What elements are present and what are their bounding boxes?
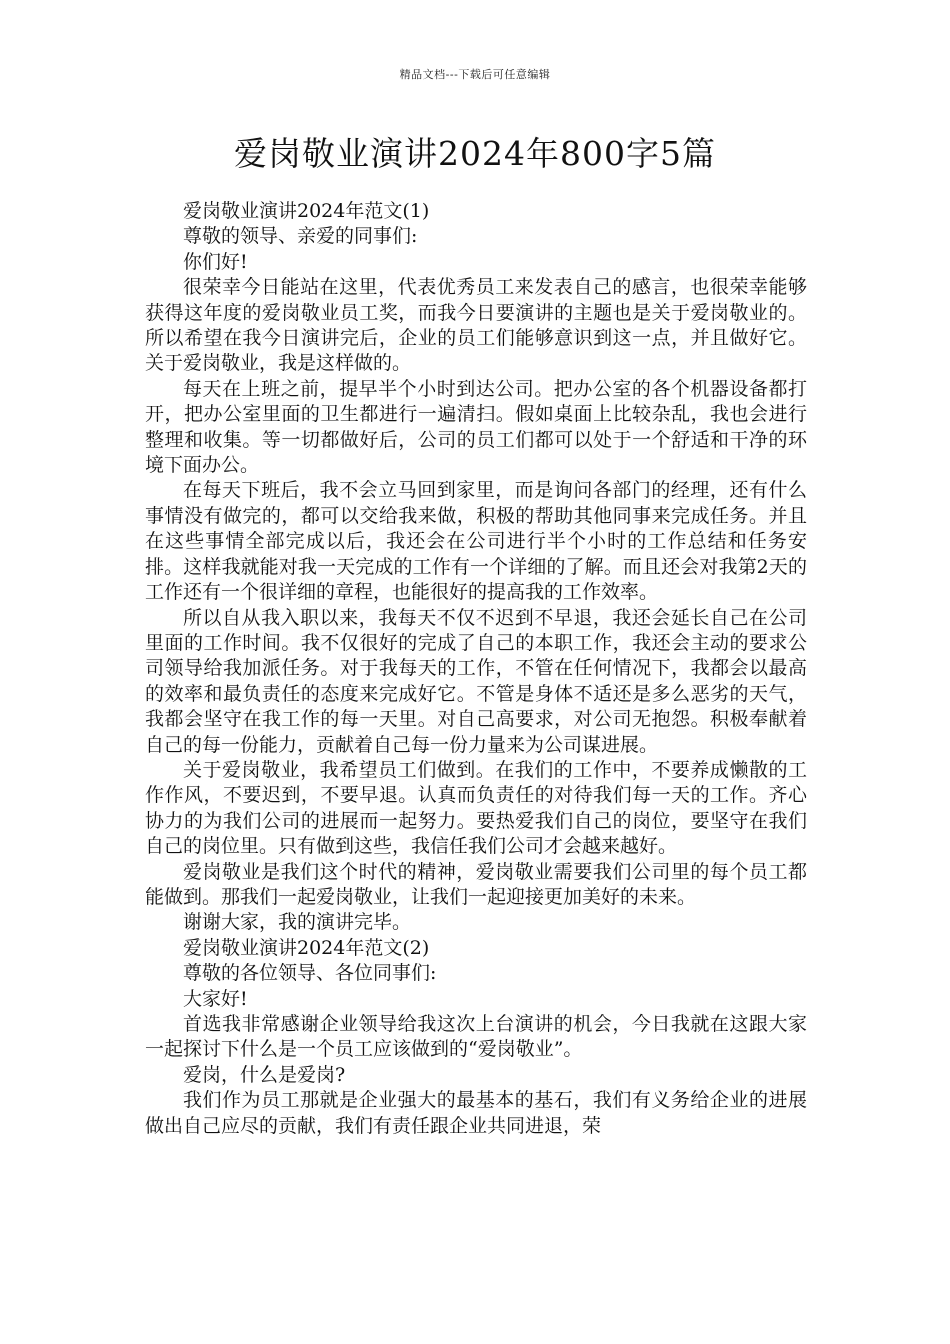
paragraph: 首选我非常感谢企业领导给我这次上台演讲的机会，今日我就在这跟大家一起探讨下什么是一个员工应该做到的“爱岗敬业”。	[145, 1013, 807, 1061]
greeting: 大家好!	[183, 987, 248, 1010]
paragraph: 很荣幸今日能站在这里，代表优秀员工来发表自己的感言，也很荣幸能够获得这年度的爱岗敬业员工奖，而我今日要演讲的主题也是关于爱岗敬业的。所以希望在我今日演讲完后，企业的员工们能够意识到这一点，并且做好它。 关于爱岗敬业，我是这样做的。	[145, 276, 807, 375]
salutation: 尊敬的各位领导、各位同事们:	[183, 962, 437, 985]
page-header: 精品文档---下载后可任意编辑	[399, 68, 551, 81]
greeting: 你们好!	[183, 250, 248, 273]
document-body	[145, 199, 807, 1139]
closing: 谢谢大家，我的演讲完毕。	[183, 911, 412, 934]
section-heading: 爱岗敬业演讲2024年范文(2)	[183, 936, 430, 959]
paragraph: 我们作为员工那就是企业强大的最基本的基石，我们有义务给企业的进展做出自己应尽的贡献，我们有责任跟企业共同进退，荣	[145, 1089, 807, 1137]
section-heading: 爱岗敬业演讲2024年范文(1)	[183, 200, 430, 222]
paragraph: 爱岗，什么是爱岗?	[183, 1063, 346, 1086]
paragraph: 在每天下班后，我不会立马回到家里，而是询问各部门的经理，还有什么事情没有做完的，都可以交给我来做，积极的帮助其他同事来完成任务。并且在这些事情全部完成以后，我还会在公司进行半个小时的工作总结和任务安排。这样我就能对我一天完成的工作有一个详细的了解。而且还会对我第2天的工作还有一个很详细的章程，也能很好的提高我的工作效率。	[145, 479, 807, 604]
paragraph: 爱岗敬业是我们这个时代的精神，爱岗敬业需要我们公司里的每个员工都能做到。那我们一起爱岗敬业，让我们一起迎接更加美好的未来。	[145, 860, 807, 908]
paragraph: 关于爱岗敬业，我希望员工们做到。在我们的工作中，不要养成懒散的工作作风，不要迟到，不要早退。认真而负责任的对待我们每一天的工作。齐心协力的为我们公司的进展而一起努力。要热爱我们自己的岗位，要坚守在我们自己的岗位里。只有做到这些，我信任我们公司才会越来越好。	[145, 758, 807, 858]
document-title: 爱岗敬业演讲2024年800字5篇	[234, 134, 716, 173]
salutation: 尊敬的领导、亲爱的同事们:	[183, 225, 418, 248]
paragraph: 所以自从我入职以来，我每天不仅不迟到不早退，我还会延长自己在公司里面的工作时间。我不仅很好的完成了自己的本职工作，我还会主动的要求公司领导给我加派任务。对于我每天的工作，不管在任何情况下，我都会以最高的效率和最负责任的态度来完成好它。不管是身体不适还是多么恶劣的天气，我都会坚守在我工作的每一天里。对自己高要求，对公司无抱怨。积极奉献着自己的每一份能力，贡献着自己每一份力量来为公司谋进展。	[145, 606, 807, 756]
paragraph: 每天在上班之前，提早半个小时到达公司。把办公室的各个机器设备都打开，把办公室里面的卫生都进行一遍清扫。假如桌面上比较杂乱，我也会进行整理和收集。等一切都做好后，公司的员工们都可以处于一个舒适和干净的环境下面办公。	[145, 377, 807, 477]
